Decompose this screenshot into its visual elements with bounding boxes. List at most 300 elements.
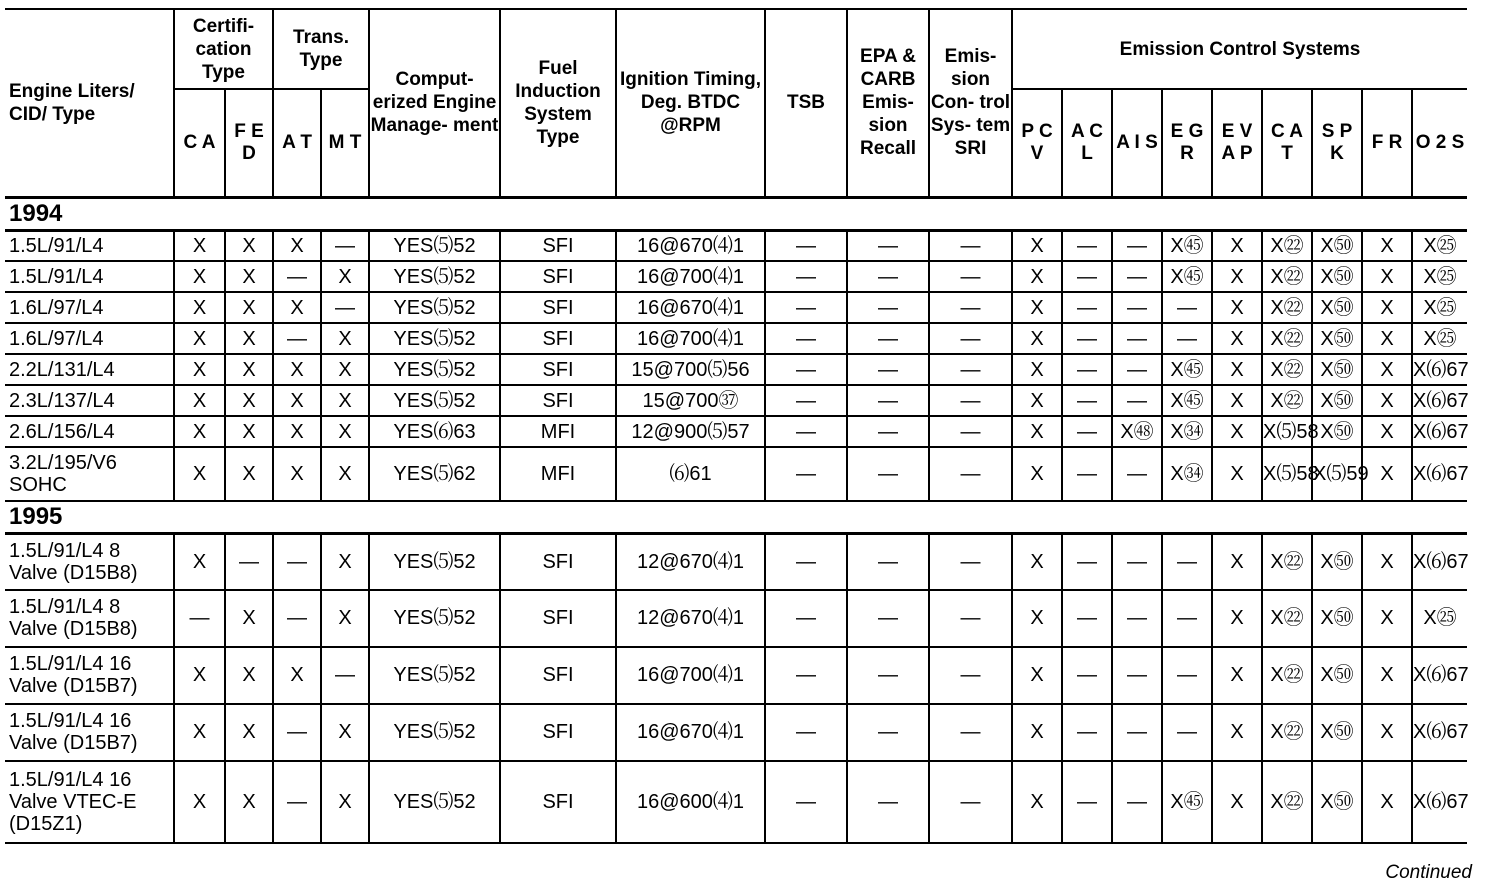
cell-pcv: X — [1012, 261, 1062, 292]
cell-ais: — — [1112, 647, 1162, 704]
cell-tsb: — — [765, 261, 847, 292]
cell-engine: 2.3L/137/L4 — [5, 385, 174, 416]
cell-fed: X — [225, 323, 273, 354]
cell-egr: — — [1162, 647, 1212, 704]
cell-sri: — — [929, 590, 1012, 647]
cell-tsb: — — [765, 323, 847, 354]
cell-ca: X — [174, 704, 225, 761]
cell-ignition: 12@670⑷1 — [616, 590, 765, 647]
cell-o2s: X⑹67 — [1412, 447, 1467, 501]
cell-acl: — — [1062, 647, 1112, 704]
cell-spk: X㊿ — [1312, 534, 1362, 590]
cell-cem: YES⑸52 — [369, 230, 500, 261]
cell-sri: — — [929, 416, 1012, 447]
emission-spec-table — [5, 8, 1467, 844]
cell-pcv: X — [1012, 761, 1062, 843]
table-row — [5, 416, 1467, 447]
cell-mt: — — [321, 230, 369, 261]
cell-pcv: X — [1012, 647, 1062, 704]
cell-epa: — — [847, 761, 929, 843]
year-row-1995 — [5, 501, 1467, 534]
cell-mt: X — [321, 447, 369, 501]
cell-spk: X㊿ — [1312, 590, 1362, 647]
cell-fr: X — [1362, 261, 1412, 292]
header-cat: C A T — [1262, 89, 1312, 197]
cell-acl: — — [1062, 761, 1112, 843]
cell-fed: X — [225, 261, 273, 292]
cell-at: — — [273, 323, 321, 354]
cell-spk: X㊿ — [1312, 385, 1362, 416]
header-epa-carb-recall: EPA & CARB Emis- sion Recall — [847, 9, 929, 197]
cell-epa: — — [847, 230, 929, 261]
cell-o2s: X⑹67 — [1412, 534, 1467, 590]
table-row — [5, 647, 1467, 704]
table-row — [5, 704, 1467, 761]
cell-fuel: SFI — [500, 230, 616, 261]
cell-cat: X㉒ — [1262, 292, 1312, 323]
cell-mt: — — [321, 647, 369, 704]
cell-ais: — — [1112, 230, 1162, 261]
header-ca: C A — [174, 89, 225, 197]
cell-egr: X㊺ — [1162, 385, 1212, 416]
cell-evap: X — [1212, 761, 1262, 843]
table-row — [5, 534, 1467, 590]
cell-at: — — [273, 761, 321, 843]
cell-evap: X — [1212, 447, 1262, 501]
header-computerized-engine-management: Comput- erized Engine Manage- ment — [369, 9, 500, 197]
cell-spk: X㊿ — [1312, 761, 1362, 843]
cell-cat: X㉒ — [1262, 323, 1312, 354]
cell-fuel: SFI — [500, 534, 616, 590]
cell-tsb: — — [765, 385, 847, 416]
cell-fed: X — [225, 447, 273, 501]
cell-fuel: SFI — [500, 761, 616, 843]
cell-ais: — — [1112, 323, 1162, 354]
cell-mt: — — [321, 292, 369, 323]
cell-fed: — — [225, 534, 273, 590]
cell-epa: — — [847, 534, 929, 590]
cell-ca: X — [174, 230, 225, 261]
cell-fed: X — [225, 416, 273, 447]
cell-at: X — [273, 416, 321, 447]
cell-fr: X — [1362, 647, 1412, 704]
cell-engine: 1.5L/91/L4 — [5, 230, 174, 261]
table-row — [5, 230, 1467, 261]
header-ignition-timing: Ignition Timing, Deg. BTDC @RPM — [616, 9, 765, 197]
cell-ca: X — [174, 292, 225, 323]
cell-fuel: MFI — [500, 416, 616, 447]
cell-tsb: — — [765, 230, 847, 261]
cell-fr: X — [1362, 590, 1412, 647]
cell-egr: X㊺ — [1162, 230, 1212, 261]
cell-pcv: X — [1012, 323, 1062, 354]
cell-ignition: 15@700⑸56 — [616, 354, 765, 385]
cell-evap: X — [1212, 704, 1262, 761]
table-row — [5, 354, 1467, 385]
cell-fuel: SFI — [500, 385, 616, 416]
cell-acl: — — [1062, 354, 1112, 385]
cell-egr: — — [1162, 323, 1212, 354]
cell-pcv: X — [1012, 534, 1062, 590]
cell-cat: X㉒ — [1262, 354, 1312, 385]
cell-ca: — — [174, 590, 225, 647]
cell-engine: 1.5L/91/L4 8 Valve (D15B8) — [5, 534, 174, 590]
cell-tsb: — — [765, 761, 847, 843]
cell-acl: — — [1062, 590, 1112, 647]
cell-epa: — — [847, 292, 929, 323]
cell-acl: — — [1062, 230, 1112, 261]
cell-pcv: X — [1012, 590, 1062, 647]
cell-o2s: X⑹67 — [1412, 647, 1467, 704]
cell-o2s: X㉕ — [1412, 261, 1467, 292]
cell-mt: X — [321, 323, 369, 354]
cell-ais: — — [1112, 292, 1162, 323]
cell-sri: — — [929, 447, 1012, 501]
cell-ca: X — [174, 647, 225, 704]
cell-tsb: — — [765, 647, 847, 704]
cell-engine: 2.2L/131/L4 — [5, 354, 174, 385]
cell-at: X — [273, 354, 321, 385]
cell-fr: X — [1362, 385, 1412, 416]
cell-sri: — — [929, 323, 1012, 354]
header-o2s: O 2 S — [1412, 89, 1467, 197]
cell-cat: X㉒ — [1262, 385, 1312, 416]
cell-cem: YES⑸52 — [369, 704, 500, 761]
cell-epa: — — [847, 647, 929, 704]
cell-tsb: — — [765, 534, 847, 590]
table-row — [5, 447, 1467, 501]
cell-evap: X — [1212, 647, 1262, 704]
cell-spk: X㊿ — [1312, 704, 1362, 761]
cell-cem: YES⑸52 — [369, 590, 500, 647]
cell-spk: X㊿ — [1312, 647, 1362, 704]
cell-engine: 1.5L/91/L4 16 Valve (D15B7) — [5, 647, 174, 704]
cell-ais: — — [1112, 704, 1162, 761]
cell-mt: X — [321, 261, 369, 292]
cell-egr: X㊺ — [1162, 354, 1212, 385]
cell-at: — — [273, 261, 321, 292]
cell-evap: X — [1212, 534, 1262, 590]
cell-fuel: SFI — [500, 292, 616, 323]
cell-ais: — — [1112, 761, 1162, 843]
cell-fed: X — [225, 354, 273, 385]
header-emission-control-sri: Emis- sion Con- trol Sys- tem SRI — [929, 9, 1012, 197]
cell-cem: YES⑸62 — [369, 447, 500, 501]
table-row — [5, 761, 1467, 843]
cell-evap: X — [1212, 261, 1262, 292]
cell-sri: — — [929, 292, 1012, 323]
cell-evap: X — [1212, 354, 1262, 385]
cell-egr: X㉞ — [1162, 447, 1212, 501]
cell-epa: — — [847, 704, 929, 761]
cell-ais: — — [1112, 261, 1162, 292]
cell-at: — — [273, 590, 321, 647]
cell-fr: X — [1362, 534, 1412, 590]
cell-pcv: X — [1012, 354, 1062, 385]
cell-ignition: ⑹61 — [616, 447, 765, 501]
header-pcv: P C V — [1012, 89, 1062, 197]
cell-engine: 1.5L/91/L4 — [5, 261, 174, 292]
cell-egr: — — [1162, 534, 1212, 590]
cell-spk: X㊿ — [1312, 323, 1362, 354]
header-engine: Engine Liters/ CID/ Type — [5, 9, 174, 197]
cell-acl: — — [1062, 292, 1112, 323]
cell-sri: — — [929, 761, 1012, 843]
cell-egr: — — [1162, 292, 1212, 323]
cell-fed: X — [225, 647, 273, 704]
cell-cat: X⑸58 — [1262, 416, 1312, 447]
cell-at: X — [273, 447, 321, 501]
cell-at: X — [273, 292, 321, 323]
cell-cat: X㉒ — [1262, 590, 1312, 647]
cell-fr: X — [1362, 447, 1412, 501]
cell-spk: X㊿ — [1312, 416, 1362, 447]
cell-fed: X — [225, 385, 273, 416]
cell-spk: X⑸59 — [1312, 447, 1362, 501]
cell-at: X — [273, 647, 321, 704]
cell-fed: X — [225, 230, 273, 261]
cell-engine: 1.5L/91/L4 16 Valve VTEC-E (D15Z1) — [5, 761, 174, 843]
cell-mt: X — [321, 704, 369, 761]
cell-cem: YES⑸52 — [369, 261, 500, 292]
cell-cem: YES⑸52 — [369, 385, 500, 416]
cell-ca: X — [174, 447, 225, 501]
header-fr: F R — [1362, 89, 1412, 197]
cell-pcv: X — [1012, 385, 1062, 416]
cell-cat: X㉒ — [1262, 704, 1312, 761]
cell-pcv: X — [1012, 704, 1062, 761]
cell-spk: X㊿ — [1312, 230, 1362, 261]
cell-mt: X — [321, 385, 369, 416]
cell-engine: 1.6L/97/L4 — [5, 323, 174, 354]
table-row — [5, 292, 1467, 323]
table-row — [5, 385, 1467, 416]
header-acl: A C L — [1062, 89, 1112, 197]
cell-fuel: SFI — [500, 647, 616, 704]
cell-sri: — — [929, 230, 1012, 261]
cell-evap: X — [1212, 230, 1262, 261]
cell-acl: — — [1062, 704, 1112, 761]
cell-evap: X — [1212, 323, 1262, 354]
cell-spk: X㊿ — [1312, 354, 1362, 385]
cell-pcv: X — [1012, 292, 1062, 323]
cell-acl: — — [1062, 323, 1112, 354]
cell-ignition: 12@900⑸57 — [616, 416, 765, 447]
cell-at: X — [273, 385, 321, 416]
cell-cem: YES⑸52 — [369, 354, 500, 385]
cell-ignition: 16@700⑷1 — [616, 323, 765, 354]
cell-ignition: 16@700⑷1 — [616, 647, 765, 704]
cell-cem: YES⑹63 — [369, 416, 500, 447]
cell-fuel: MFI — [500, 447, 616, 501]
cell-acl: — — [1062, 261, 1112, 292]
cell-at: — — [273, 704, 321, 761]
cell-mt: X — [321, 354, 369, 385]
table-row — [5, 590, 1467, 647]
cell-cat: X㉒ — [1262, 761, 1312, 843]
header-mt: M T — [321, 89, 369, 197]
cell-fr: X — [1362, 761, 1412, 843]
cell-engine: 3.2L/195/V6 SOHC — [5, 447, 174, 501]
cell-ais: — — [1112, 590, 1162, 647]
cell-cat: X㉒ — [1262, 261, 1312, 292]
cell-tsb: — — [765, 590, 847, 647]
cell-o2s: X㉕ — [1412, 590, 1467, 647]
cell-ignition: 15@700㊲ — [616, 385, 765, 416]
header-fed: F E D — [225, 89, 273, 197]
cell-spk: X㊿ — [1312, 261, 1362, 292]
cell-ca: X — [174, 323, 225, 354]
cell-ignition: 16@700⑷1 — [616, 261, 765, 292]
header-spk: S P K — [1312, 89, 1362, 197]
cell-mt: X — [321, 590, 369, 647]
header-evap: E V A P — [1212, 89, 1262, 197]
cell-ignition: 16@670⑷1 — [616, 704, 765, 761]
cell-evap: X — [1212, 416, 1262, 447]
cell-ignition: 12@670⑷1 — [616, 534, 765, 590]
cell-engine: 2.6L/156/L4 — [5, 416, 174, 447]
cell-ignition: 16@670⑷1 — [616, 292, 765, 323]
cell-acl: — — [1062, 385, 1112, 416]
cell-cat: X㉒ — [1262, 230, 1312, 261]
cell-ca: X — [174, 761, 225, 843]
cell-o2s: X⑹67 — [1412, 385, 1467, 416]
cell-epa: — — [847, 323, 929, 354]
cell-o2s: X㉕ — [1412, 323, 1467, 354]
cell-cem: YES⑸52 — [369, 323, 500, 354]
cell-cat: X㉒ — [1262, 534, 1312, 590]
cell-o2s: X⑹67 — [1412, 761, 1467, 843]
cell-o2s: X㉕ — [1412, 230, 1467, 261]
cell-egr: X㉞ — [1162, 416, 1212, 447]
cell-egr: — — [1162, 704, 1212, 761]
cell-fr: X — [1362, 354, 1412, 385]
cell-at: X — [273, 230, 321, 261]
cell-cem: YES⑸52 — [369, 292, 500, 323]
header-at: A T — [273, 89, 321, 197]
cell-fr: X — [1362, 416, 1412, 447]
cell-tsb: — — [765, 416, 847, 447]
header-trans-type: Trans. Type — [273, 9, 369, 89]
cell-fed: X — [225, 292, 273, 323]
cell-spk: X㊿ — [1312, 292, 1362, 323]
cell-sri: — — [929, 704, 1012, 761]
cell-cem: YES⑸52 — [369, 647, 500, 704]
cell-cat: X⑸58 — [1262, 447, 1312, 501]
cell-tsb: — — [765, 354, 847, 385]
cell-epa: — — [847, 261, 929, 292]
header-egr: E G R — [1162, 89, 1212, 197]
cell-acl: — — [1062, 416, 1112, 447]
cell-sri: — — [929, 261, 1012, 292]
cell-egr: — — [1162, 590, 1212, 647]
cell-sri: — — [929, 385, 1012, 416]
cell-fr: X — [1362, 292, 1412, 323]
cell-epa: — — [847, 354, 929, 385]
cell-o2s: X⑹67 — [1412, 416, 1467, 447]
cell-ca: X — [174, 385, 225, 416]
cell-ca: X — [174, 534, 225, 590]
cell-at: — — [273, 534, 321, 590]
cell-ca: X — [174, 416, 225, 447]
cell-fuel: SFI — [500, 590, 616, 647]
cell-acl: — — [1062, 447, 1112, 501]
cell-epa: — — [847, 590, 929, 647]
cell-ais: — — [1112, 534, 1162, 590]
header-emission-control-systems: Emission Control Systems — [1012, 9, 1467, 89]
cell-cat: X㉒ — [1262, 647, 1312, 704]
cell-fr: X — [1362, 704, 1412, 761]
cell-mt: X — [321, 534, 369, 590]
cell-pcv: X — [1012, 416, 1062, 447]
header-fuel-induction: Fuel Induction System Type — [500, 9, 616, 197]
cell-fr: X — [1362, 230, 1412, 261]
cell-ais: — — [1112, 447, 1162, 501]
continued-label: Continued — [1385, 862, 1472, 883]
cell-evap: X — [1212, 385, 1262, 416]
cell-fuel: SFI — [500, 323, 616, 354]
cell-fed: X — [225, 761, 273, 843]
year-row-1994 — [5, 197, 1467, 230]
table-row — [5, 323, 1467, 354]
cell-tsb: — — [765, 704, 847, 761]
header-certification: Certifi- cation Type — [174, 9, 273, 89]
cell-engine: 1.6L/97/L4 — [5, 292, 174, 323]
cell-egr: X㊺ — [1162, 761, 1212, 843]
cell-fuel: SFI — [500, 354, 616, 385]
cell-pcv: X — [1012, 447, 1062, 501]
cell-o2s: X⑹67 — [1412, 704, 1467, 761]
cell-engine: 1.5L/91/L4 16 Valve (D15B7) — [5, 704, 174, 761]
cell-fed: X — [225, 704, 273, 761]
cell-ignition: 16@670⑷1 — [616, 230, 765, 261]
cell-ais: — — [1112, 385, 1162, 416]
cell-fuel: SFI — [500, 261, 616, 292]
cell-ais: — — [1112, 354, 1162, 385]
cell-ignition: 16@600⑷1 — [616, 761, 765, 843]
cell-o2s: X⑹67 — [1412, 354, 1467, 385]
cell-egr: X㊺ — [1162, 261, 1212, 292]
cell-fr: X — [1362, 323, 1412, 354]
cell-epa: — — [847, 385, 929, 416]
cell-epa: — — [847, 416, 929, 447]
cell-engine: 1.5L/91/L4 8 Valve (D15B8) — [5, 590, 174, 647]
cell-mt: X — [321, 761, 369, 843]
cell-mt: X — [321, 416, 369, 447]
cell-sri: — — [929, 647, 1012, 704]
header-ais: A I S — [1112, 89, 1162, 197]
cell-tsb: — — [765, 447, 847, 501]
cell-ca: X — [174, 261, 225, 292]
cell-ca: X — [174, 354, 225, 385]
cell-cem: YES⑸52 — [369, 534, 500, 590]
year-label: 1994 — [5, 197, 1467, 230]
cell-evap: X — [1212, 292, 1262, 323]
cell-fuel: SFI — [500, 704, 616, 761]
cell-evap: X — [1212, 590, 1262, 647]
cell-ais: X㊽ — [1112, 416, 1162, 447]
header-tsb: TSB — [765, 9, 847, 197]
cell-sri: — — [929, 534, 1012, 590]
cell-o2s: X㉕ — [1412, 292, 1467, 323]
cell-tsb: — — [765, 292, 847, 323]
year-label: 1995 — [5, 501, 1467, 534]
cell-epa: — — [847, 447, 929, 501]
cell-fed: X — [225, 590, 273, 647]
cell-cem: YES⑸52 — [369, 761, 500, 843]
cell-sri: — — [929, 354, 1012, 385]
cell-pcv: X — [1012, 230, 1062, 261]
